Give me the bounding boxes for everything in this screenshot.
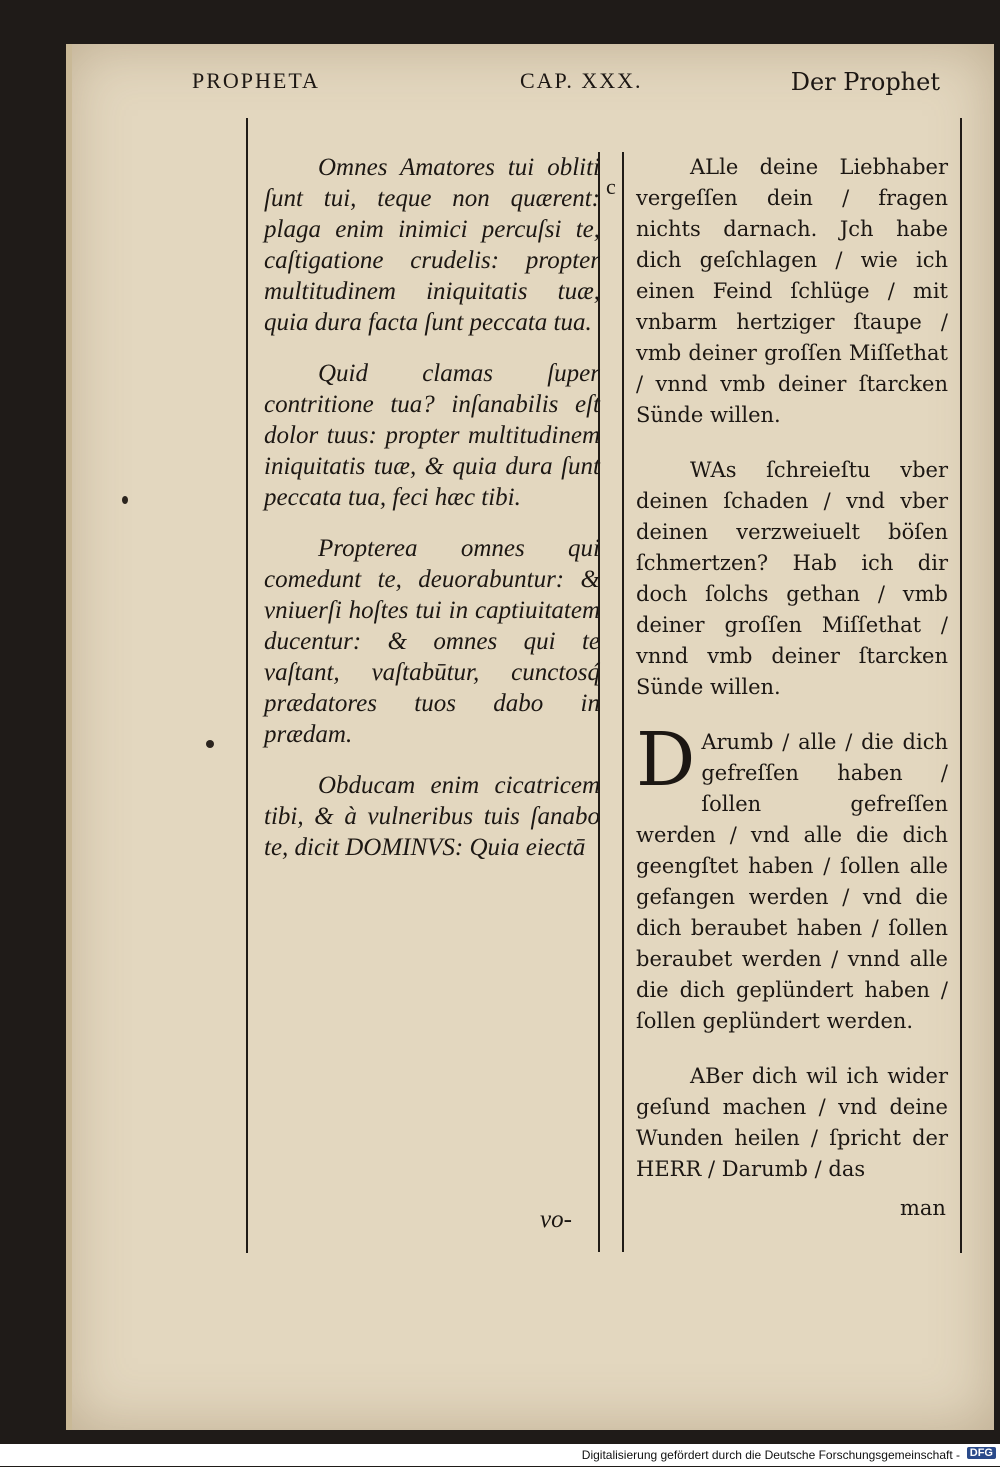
column-rule-right [960,118,962,1253]
dfg-logo: DFG [967,1447,996,1459]
running-header [190,68,940,98]
header-left: PROPHETA [192,68,320,93]
german-dropcap-paragraph [636,717,948,1037]
german-column [636,152,948,1209]
digitization-footer [0,1444,1000,1466]
page-edge [66,44,72,1430]
ink-spot [122,496,128,504]
german-dropcap-text: Arumb / alle / die dich gefreſſen haben / ſollen gefreſſen werden / vnd alle die dich geengſtet haben / ſollen alle gefangen werden / vnd die dich beraubet haben / ſollen beraubet werden / vnnd alle die dich geplündert haben / ſollen geplündert werden. [636,730,948,1033]
latin-paragraph: Propterea omnes qui comedunt te, deuorabuntur: & vniuerſi hoſtes tui in captiuitatem ducentur: & omnes qui te vaſtant, vaſtabūtur, cunctosq́ prædatores tuos dabo in prædam. [264,535,600,748]
latin-column [264,152,600,883]
german-catchword: man [900,1196,946,1220]
latin-paragraph: Obducam enim cicatricem tibi, & à vulneribus tuis ſanabo te, dicit DOMINVS: Quia eiectā [264,772,600,861]
header-right: Der Prophet [790,68,940,96]
header-chapter: CAP. XXX. [520,68,643,93]
dropcap-letter: D [636,717,696,803]
footer-credit: Digitalisierung gefördert durch die Deutsche Forschungsgemeinschaft - [581,1448,960,1462]
latin-paragraph: Omnes Amatores tui obliti ſunt tui, teque non quærent: plaga enim inimici percuſsi te, caſtigatione crudelis: propter multitudinem iniquitatis tuæ, quia dura facta ſunt peccata tua. [264,154,600,336]
german-paragraph: WAs ſchreieſtu vber deinen ſchaden / vnd vber deinen verzweiuelt böſen ſchmertzen? Hab ich dir doch ſolchs gethan / vmb deiner groſſen Miſſethat / vnnd vmb deiner ſtarcken Sünde willen. [636,458,948,699]
column-rule-left [246,118,248,1253]
ink-spot [206,740,214,748]
latin-paragraph: Quid clamas ſuper contritione tua? inſanabilis eſt dolor tuus: propter multitudinem iniquitatis tuæ, & quia dura ſunt peccata tua, feci hæc tibi. [264,360,600,511]
german-paragraph: ABer dich wil ich wider geſund machen / vnd deine Wunden heilen / ſpricht der HERR / Darumb / das [636,1064,948,1181]
margin-letter: c [606,174,616,199]
latin-catchword: vo- [540,1206,572,1233]
column-rule-mid-2 [622,152,624,1252]
german-paragraph: ALle deine Liebhaber vergeſſen dein / fragen nichts darnach. Jch habe dich geſchlagen / wie ich einen Feind ſchlüge / mit vnbarm hertziger ſtaupe / vmb deiner groſſen Miſſethat / vnnd vmb deiner ſtarcken Sünde willen. [636,155,948,427]
